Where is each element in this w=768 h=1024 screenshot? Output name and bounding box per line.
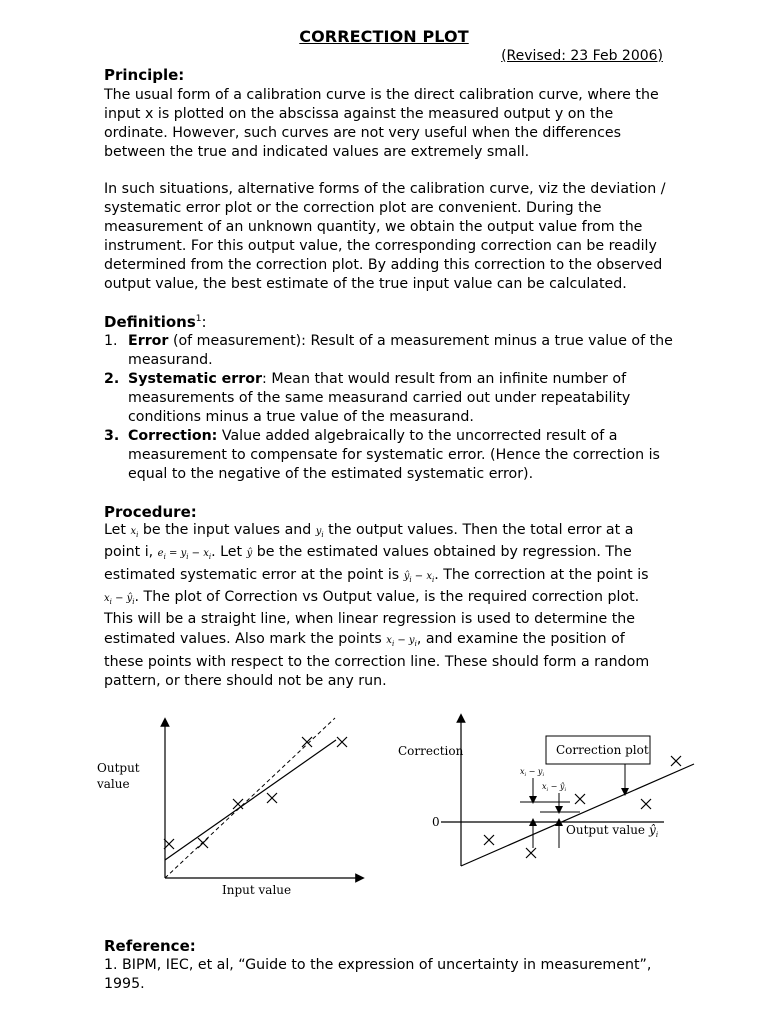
math-subscript: i <box>391 640 395 648</box>
math-subscript: i <box>136 531 139 539</box>
definition-text: (of measurement): Result of a measurement minus a true value of the measurand. <box>128 333 673 368</box>
procedure-line-7: these points with respect to the correction line. These should form a random <box>104 654 650 670</box>
math-symbol: x <box>520 767 525 776</box>
text-run: Let <box>104 522 131 538</box>
definition-term: Correction: <box>128 428 218 444</box>
data-point-marker <box>337 737 347 747</box>
math-subscript: i <box>321 531 324 539</box>
math-symbol: − ŷ <box>111 593 133 604</box>
text-run: estimated systematic error at the point is <box>104 567 404 583</box>
data-point-marker <box>198 838 208 848</box>
math-symbol: ŷ <box>649 823 656 837</box>
math-subscript: i <box>414 640 417 648</box>
reference-text: 1. BIPM, IEC, et al, “Guide to the expression of uncertainty in measurement”, 1995. <box>104 957 652 992</box>
procedure-line-5: This will be a straight line, when linear regression is used to determine the <box>104 611 635 627</box>
text-run: estimated values. Also mark the points <box>104 631 387 647</box>
left-x-label: Input value <box>222 883 292 897</box>
math-subscript: i <box>564 787 567 793</box>
text-run: be the input values and <box>138 522 316 538</box>
text-run: . The correction at the point is <box>434 567 649 583</box>
procedure-heading: Procedure: <box>104 503 197 521</box>
principle-paragraph-1: The usual form of a calibration curve is the direct calibration curve, where the input x is plotted on the abscissa against the measured output y on the ordinate. However, such curves are not very useful when the differences between the true and indicated values are extremely small. <box>104 87 659 160</box>
math-subscript: i <box>186 553 189 561</box>
footnote-marker: 1 <box>195 314 202 324</box>
math-symbol: x <box>542 782 547 791</box>
math-symbol: − y <box>394 635 415 646</box>
math-subscript: i <box>208 553 212 561</box>
math-subscript: i <box>163 553 166 561</box>
definition-text: : Mean that would result from an infinite number of measurements of the same measurand carried out under repeatability conditions minus a true value of the measurand. <box>128 371 631 425</box>
definition-number: 3. <box>104 428 120 444</box>
math-subscript: i <box>432 576 435 584</box>
text-run: . Let <box>211 544 247 560</box>
math-symbol: x <box>130 526 137 537</box>
math-subscript: i <box>409 576 412 584</box>
math-symbol: x <box>386 635 392 646</box>
correction-y-label: Correction <box>398 744 464 758</box>
definition-number: 1. <box>104 333 118 349</box>
math-symbol: − y <box>526 767 543 776</box>
left-y-label-line1: Output <box>97 761 140 775</box>
axis-label-text: Output value <box>566 823 646 837</box>
data-point-marker <box>267 793 277 803</box>
definition-term: Error <box>128 333 169 349</box>
data-point-marker <box>302 737 312 747</box>
procedure-line-8: pattern, or there should not be any run. <box>104 673 387 689</box>
math-symbol: − x <box>411 571 432 582</box>
regression-line <box>165 740 336 860</box>
text-run: . The plot of Correction vs Output value, is the required correction plot. <box>134 589 640 605</box>
math-symbol: e <box>157 548 164 559</box>
data-point-marker <box>526 848 536 858</box>
text-run: be the estimated values obtained by regression. The <box>252 544 632 560</box>
data-point-marker <box>575 794 585 804</box>
definition-number: 2. <box>104 371 120 387</box>
math-symbol: x <box>104 593 110 604</box>
reference-heading: Reference: <box>104 937 196 955</box>
math-symbol: y <box>315 526 322 537</box>
calibration-figure <box>96 718 360 897</box>
correction-x-label <box>566 823 658 839</box>
math-subscript: i <box>546 787 549 793</box>
data-point-marker <box>641 799 651 809</box>
text-run: the output values. Then the total error at a <box>323 522 634 538</box>
definition-text: Value added algebraically to the uncorrected result of a measurement to compensate for systematic error. (Hence the correction is equal to the negative of the estimated systematic error). <box>128 428 660 482</box>
text-run: , and examine the position of <box>416 631 625 647</box>
math-symbol: = y <box>165 548 187 559</box>
math-symbol: − x <box>188 548 209 559</box>
ideal-line <box>165 718 335 878</box>
annotation-x-minus-y <box>520 767 544 778</box>
principle-heading: Principle: <box>104 66 185 84</box>
principle-paragraph-2: In such situations, alternative forms of the calibration curve, viz the deviation / systematic error plot or the correction plot are convenient. During the measurement of an unknown quantity, we obtain the output value from the instrument. For this output value, the corresponding correction can be readily determined from the correction plot. By adding this correction to the observed output value, the best estimate of the true input value can be calculated. <box>104 181 666 292</box>
math-subscript: i <box>655 831 659 839</box>
math-symbol: − ŷ <box>548 782 565 791</box>
data-point-marker <box>233 799 243 809</box>
left-y-label-line2: value <box>97 777 130 791</box>
data-point-marker <box>671 756 681 766</box>
math-subscript: i <box>542 772 545 778</box>
correction-figure <box>398 718 694 866</box>
zero-label: 0 <box>432 815 440 829</box>
math-y-hat: ŷ <box>246 548 253 559</box>
definitions-heading-text: Definitions <box>104 313 196 331</box>
text-run: point i, <box>104 544 158 560</box>
math-symbol: ŷ <box>403 571 410 582</box>
definitions-colon: : <box>201 313 207 331</box>
correction-plot-label: Correction plot <box>556 743 649 757</box>
data-point-marker <box>484 835 494 845</box>
correction-line <box>461 764 694 866</box>
math-subscript: i <box>109 598 112 606</box>
math-subscript: i <box>132 598 135 606</box>
document-title: CORRECTION PLOT <box>299 27 469 46</box>
definition-term: Systematic error <box>128 371 263 387</box>
annotation-x-minus-yhat <box>542 782 566 793</box>
math-subscript: i <box>524 772 527 778</box>
revision-date: (Revised: 23 Feb 2006) <box>501 48 663 64</box>
